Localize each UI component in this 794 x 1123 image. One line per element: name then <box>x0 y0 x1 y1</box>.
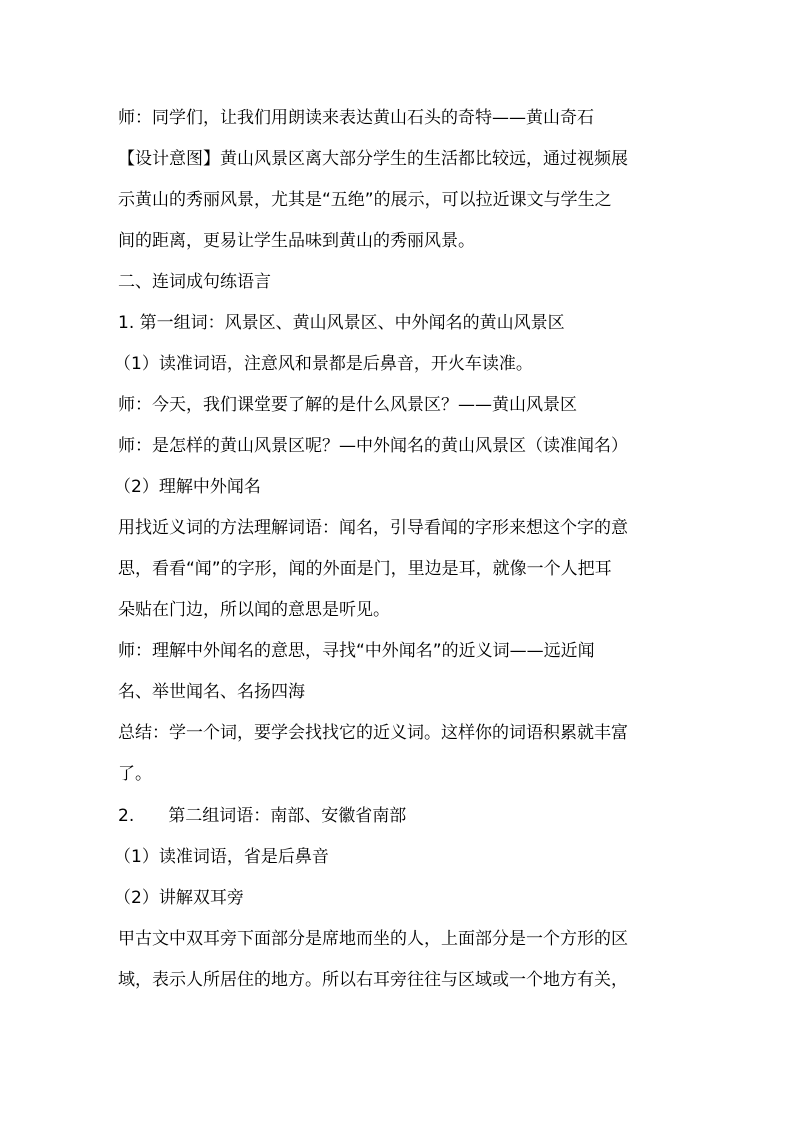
text-line-10: （2）理解中外闻名 <box>114 477 261 497</box>
text-line-19: （1）读准词语，省是后鼻音 <box>114 847 329 867</box>
text-line-6: 1. 第一组词：风景区、黄山风景区、中外闻名的黄山风景区 <box>118 313 565 333</box>
text-line-11: 用找近义词的方法理解词语：闻名，引导看闻的字形来想这个字的意 <box>118 518 628 538</box>
text-line-4: 间的距离，更易让学生品味到黄山的秀丽风景。 <box>118 231 475 251</box>
section-heading: 二、连词成句练语言 <box>118 272 271 292</box>
text-line-20: （2）讲解双耳旁 <box>114 888 244 908</box>
text-line-16: 总结：学一个词，要学会找找它的近义词。这样你的词语积累就丰富 <box>118 723 628 743</box>
text-line-12: 思，看看“闻”的字形，闻的外面是门，里边是耳，就像一个人把耳 <box>118 559 612 579</box>
text-line-13: 朵贴在门边，所以闻的意思是听见。 <box>118 600 390 620</box>
text-line-17: 了。 <box>118 764 152 784</box>
text-line-3: 示黄山的秀丽风景，尤其是“五绝”的展示，可以拉近课文与学生之 <box>118 190 612 210</box>
text-line-8: 师：今天，我们课堂要了解的是什么风景区？——黄山风景区 <box>118 395 577 415</box>
text-line-2: 【设计意图】黄山风景区离大部分学生的生活都比较远，通过视频展 <box>118 149 628 169</box>
text-line-15: 名、举世闻名、名扬四海 <box>118 682 305 702</box>
text-line-22: 域，表示人所居住的地方。所以右耳旁往往与区域或一个地方有关， <box>118 970 628 990</box>
text-line-21: 甲古文中双耳旁下面部分是席地而坐的人，上面部分是一个方形的区 <box>118 929 628 949</box>
text-line-14: 师：理解中外闻名的意思，寻找“中外闻名”的近义词——远近闻 <box>118 641 595 661</box>
text-line-9: 师：是怎样的黄山风景区呢？—中外闻名的黄山风景区（读准闻名） <box>118 436 628 456</box>
text-line-7: （1）读准词语，注意风和景都是后鼻音，开火车读准。 <box>114 354 533 374</box>
text-line-1: 师：同学们，让我们用朗读来表达黄山石头的奇特——黄山奇石 <box>118 108 594 128</box>
text-line-18: 2. 第二组词语：南部、安徽省南部 <box>118 806 407 826</box>
